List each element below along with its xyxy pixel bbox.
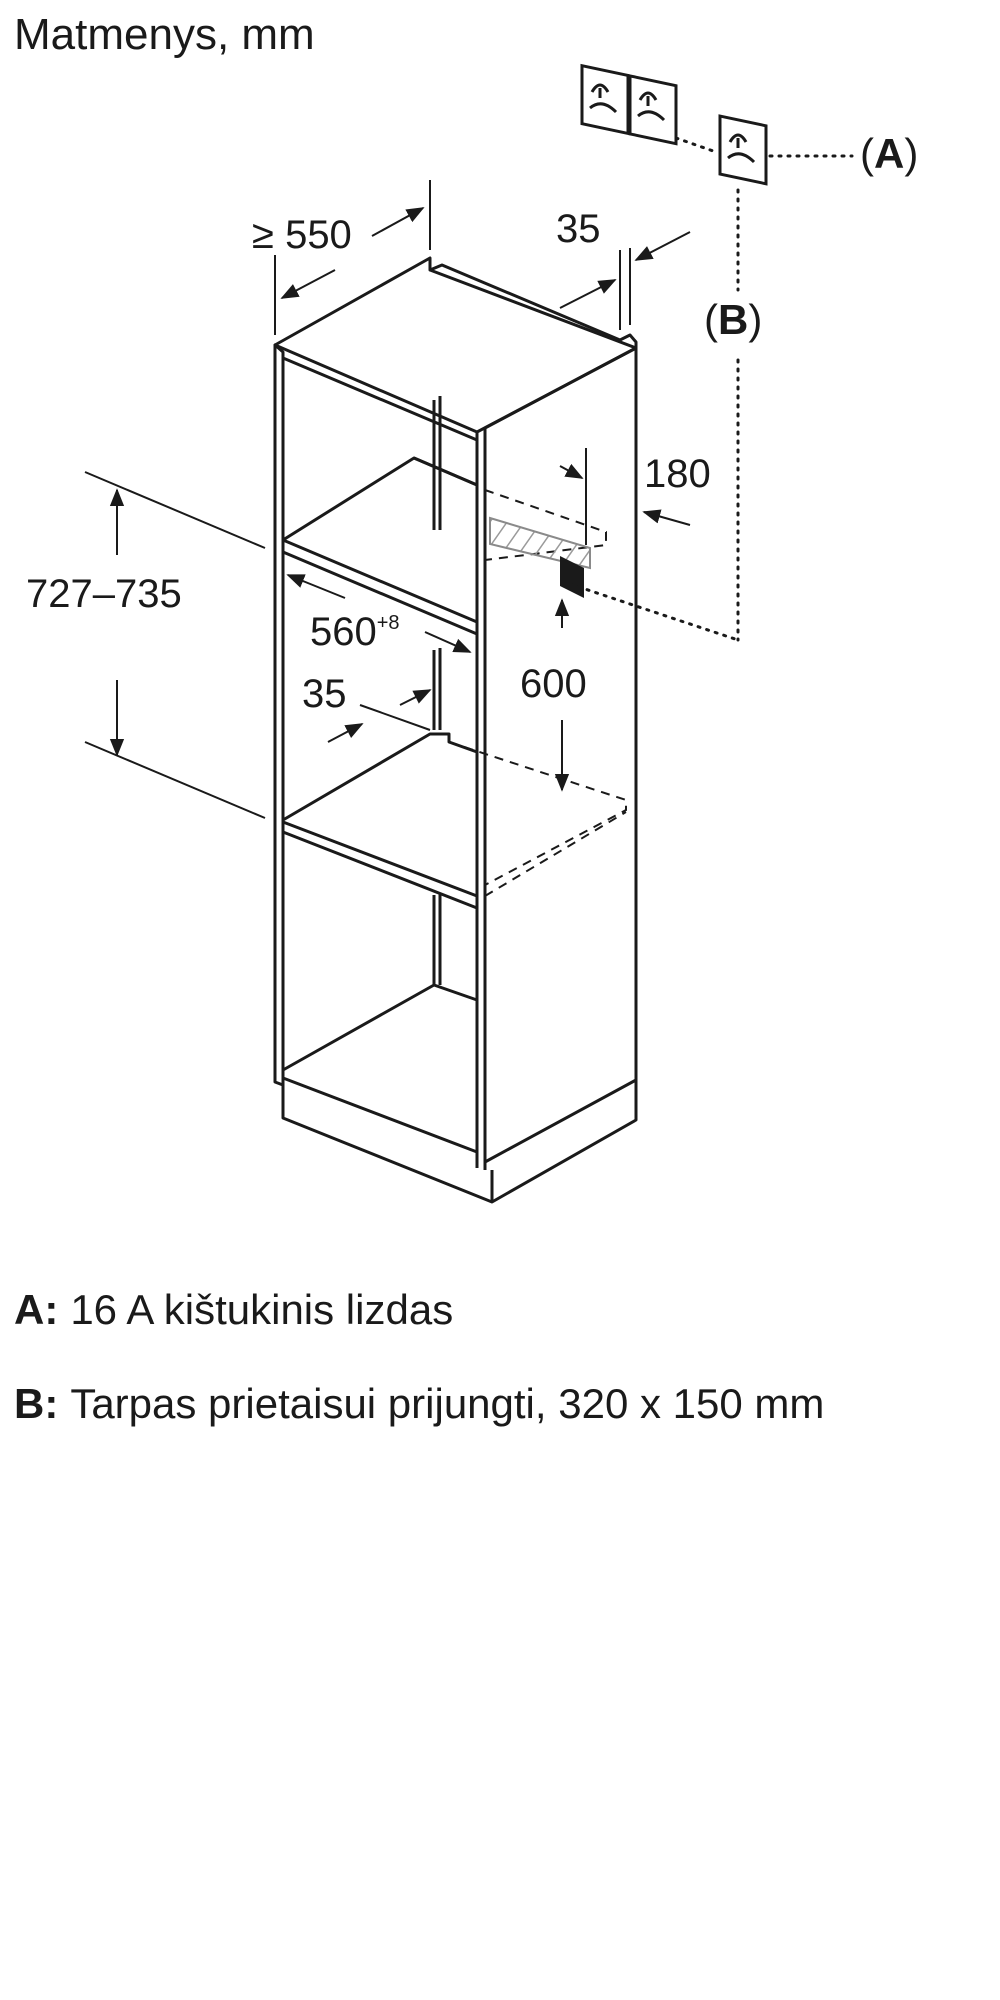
socket-icon bbox=[720, 116, 766, 184]
cabinet bbox=[275, 258, 636, 1202]
legend-text-b: Tarpas prietaisui prijungti, 320 x 150 mm bbox=[70, 1380, 825, 1427]
bottom-shelf bbox=[283, 985, 477, 1070]
leader-lines bbox=[570, 138, 852, 640]
dimension-lines bbox=[85, 180, 690, 818]
dim-depth-min: ≥ 550 bbox=[252, 213, 352, 257]
page-title: Matmenys, mm bbox=[14, 10, 315, 59]
dim-height-range: 727–735 bbox=[26, 572, 182, 616]
cabinet-right-panel bbox=[485, 348, 636, 1162]
callout-a: (A) bbox=[860, 130, 919, 177]
legend-key-b: B: bbox=[14, 1380, 59, 1427]
dim-vent-depth: 180 bbox=[644, 452, 711, 496]
cabinet-left-panel bbox=[275, 345, 283, 1085]
upper-shelf bbox=[283, 458, 477, 622]
dim-front-gap: 35 bbox=[302, 672, 347, 716]
dim-socket-height: 600 bbox=[520, 662, 587, 706]
socket-icon bbox=[582, 66, 628, 134]
legend-text-a: 16 A kištukinis lizdas bbox=[70, 1286, 454, 1333]
dim-niche-width: $560^{+8}$ bbox=[310, 610, 400, 654]
cabinet-top bbox=[275, 258, 636, 432]
legend-key-a: A: bbox=[14, 1286, 59, 1333]
socket-icons bbox=[582, 66, 766, 184]
legend-item-a bbox=[14, 1284, 453, 1336]
middle-shelf bbox=[283, 734, 477, 896]
socket-icon bbox=[630, 76, 676, 144]
callout-b: (B) bbox=[704, 296, 763, 343]
legend-item-b bbox=[14, 1378, 824, 1430]
dim-top-gap: 35 bbox=[556, 207, 601, 251]
